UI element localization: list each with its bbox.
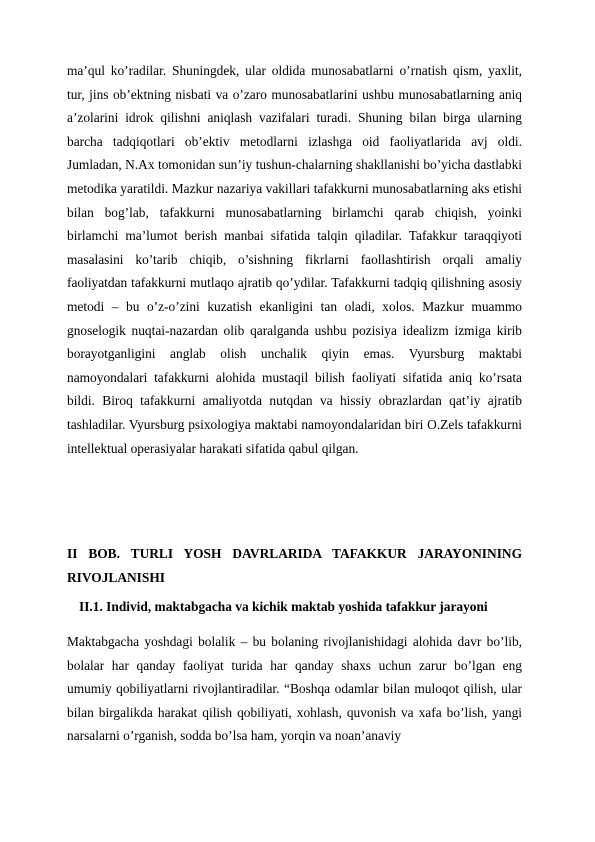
body-paragraph-1: ma’qul ko’radilar. Shuningdek, ular oldida munosabatlarni o’rnatish qism, yaxlit, tur, jins ob’ektning nisbati va o’zaro munosabatlarini ushbu munosabatlarning aniq a’zolarini idrok qilishni aniqlash vazifalari turadi. Shuning bilan birga ularning barcha tadqiqotlari ob’ektiv metodlarni izlashga oid faoliyatlarida avj oldi. Jumladan, N.Ax tomonidan sun’iy tushun-chalarning shakllanishi bo’yicha dastlabki metodika yaratildi. Mazkur nazariya vakillari tafakkurni munosabatlarning aks etishi bilan bog’lab, tafakkurni munosabatlarning birlamchi qarab chiqish, yoinki birlamchi ma’lumot berish manbai sifatida talqin qiladilar. Tafakkur taraqqiyoti masalasini ko’tarib chiqib, o’sishning fikrlarni faollashtirish orqali amaliy faoliyatdan tafakkurni mutlaqo ajratib qo’ydilar. Tafakkurni tadqiq qilishning asosiy metodi – bu o’z-o’zini kuzatish ekanligini tan oladi, xolos. Mazkur muammo gnoselogik nuqtai-nazardan olib qaralganda ushbu pozisiya idealizm izmiga kirib borayotganligini anglab olish unchalik qiyin emas. Vyursburg maktabi namoyondalari tafakkurni alohida mustaqil bilish faoliyati sifatida aniq ko’rsata bildi. Biroq tafakkurni amaliyotda nutqdan va hissiy obrazlardan qat’iy ajratib tashladilar. Vyursburg psixologiya maktabi namoyondalaridan biri O.Zels tafakkurni intellektual operasiyalar harakati sifatida qabul qilgan. [67, 63, 522, 456]
section-title: II.1. Individ, maktabgacha va kichik maktab yoshida tafakkur jarayoni [79, 599, 488, 614]
body-paragraph-2: Maktabgacha yoshdagi bolalik – bu bolaning rivojlanishidagi alohida davr bo’lib, bolalar har qanday faoliyat turida har qanday shaxs uchun zarur bo’lgan eng umumiy qobiliyatlarni rivojlantiradilar. “Boshqa odamlar bilan muloqot qilish, ular bilan birgalikda harakat qilish qobiliyati, xohlash, quvonish va xafa bo’lish, yangi narsalarni o’rganish, sodda bo’lsa ham, yorqin va noan’anaviy [67, 634, 522, 744]
chapter-title: II BOB. TURLI YOSH DAVRLARIDA TAFAKKUR JARAYONINING RIVOJLANISHI [67, 546, 522, 585]
